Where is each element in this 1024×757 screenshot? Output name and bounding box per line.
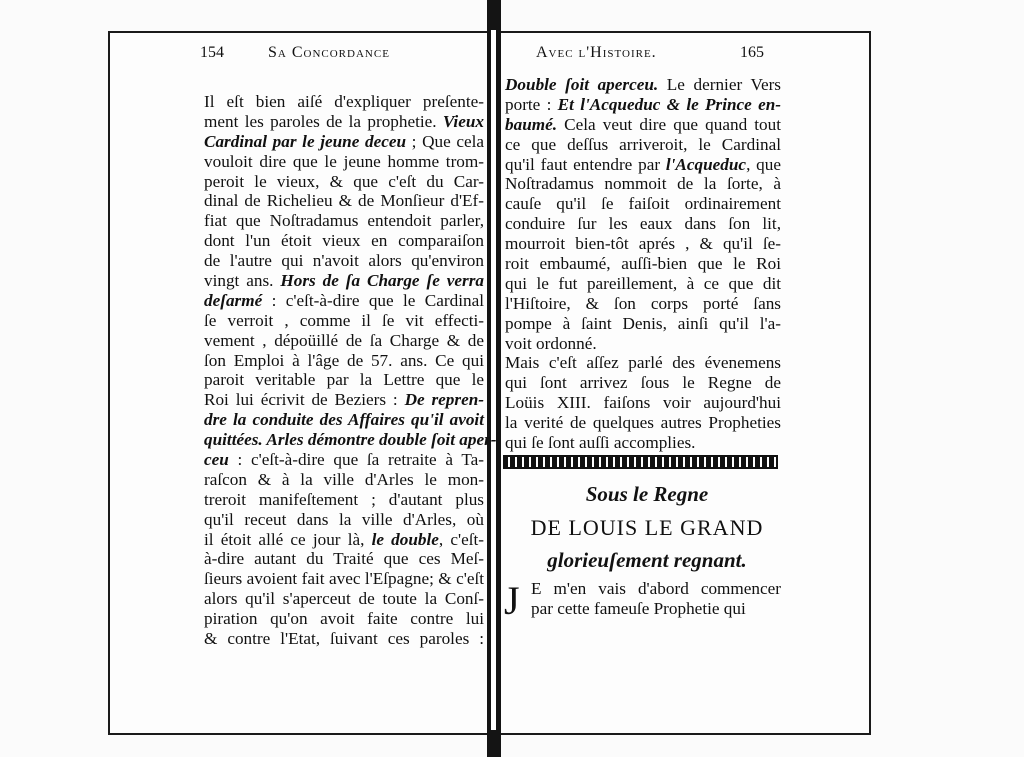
text-run: : c'eſt-à-dire que le Cardinal — [262, 290, 484, 310]
text-run: il étoit allé ce jour là, — [204, 529, 372, 549]
text-run: qu'il receut dans la ville d'Arles, où — [204, 509, 484, 529]
text-line — [204, 132, 484, 152]
text-line — [204, 490, 484, 510]
text-line — [505, 155, 781, 175]
text-run: qui ſont arrivez ſous le Regne de — [505, 373, 781, 393]
text-run: Le dernier Vers — [658, 75, 781, 94]
text-run: qui le fut pareillement, à ce que dit — [505, 273, 781, 293]
italic-text: Double ſoit aperceu. — [505, 75, 659, 94]
text-run: Mais c'eſt aſſez parlé des évenemens — [505, 353, 781, 373]
text-line — [204, 390, 484, 410]
text-run: dont l'un étoit vieux en comparaiſon — [204, 231, 484, 251]
text-line: E m'en vais d'abord commencer — [531, 579, 781, 598]
text-line — [505, 353, 781, 373]
text-run: fiat que Noſtradamus entendoit parler, — [204, 211, 484, 231]
text-line — [204, 510, 484, 530]
text-run: , que — [746, 154, 781, 174]
text-line — [505, 314, 781, 334]
text-line — [505, 254, 781, 274]
italic-text: ceu — [204, 450, 229, 470]
text-run: ſon Emploi à l'âge de 57. ans. Ce qui — [204, 350, 484, 370]
text-run: raſcon & à la ville d'Arles le mon- — [204, 469, 484, 489]
text-line — [204, 430, 497, 450]
text-line — [204, 291, 484, 311]
text-run: pompe à ſaint Denis, ainſi qu'il l'a- — [505, 313, 781, 333]
text-run: l'Hiſtoire, & ſon corps porté ſans — [505, 293, 781, 313]
text-run: : c'eſt-à-dire que ſa retraite à Ta- — [228, 450, 484, 470]
text-run: vouloit dire que le jeune homme trom- — [204, 151, 484, 171]
section-heading-line2: DE LOUIS LE GRAND — [530, 515, 764, 540]
text-run: qui ſe ſont auſſi accomplies. — [505, 433, 696, 453]
italic-text: Cardinal par le jeune deceu — [204, 131, 407, 151]
text-line — [204, 211, 484, 231]
left-page-body — [204, 92, 497, 649]
text-run: roit embaumé, auſſi-bien que le Roi — [505, 254, 781, 274]
text-run: qu'il faut entendre par — [505, 154, 666, 174]
text-run: piration qu'on avoit faite contre lui — [204, 609, 484, 629]
text-line — [204, 351, 484, 371]
text-line — [204, 569, 484, 589]
right-running-head: Avec l'Histoire. — [536, 44, 657, 61]
text-run: paroit veritable par la Lettre que le — [204, 370, 484, 390]
text-run: , c'eſt- — [438, 529, 484, 549]
text-line — [204, 152, 484, 172]
text-line — [505, 194, 781, 214]
text-line — [505, 135, 781, 155]
text-line: par cette fameuſe Prophetie qui — [531, 598, 746, 618]
right-page-body — [505, 75, 781, 453]
text-run: porte : — [505, 94, 558, 114]
text-line — [204, 331, 484, 351]
italic-text: dre la conduite des Affaires qu'il avoit — [204, 410, 484, 430]
text-line — [505, 393, 781, 413]
text-run: ſieurs avoient fait avec l'Eſpagne; & c'eſt — [204, 569, 484, 589]
text-line — [505, 413, 781, 433]
text-run: de l'autre qui n'avoit alors qu'environ — [204, 251, 484, 271]
italic-text: De repren- — [404, 390, 484, 410]
right-page-number: 165 — [740, 44, 764, 61]
text-line — [204, 549, 484, 569]
text-line — [505, 115, 781, 135]
text-line — [204, 191, 484, 211]
italic-text: deſarmé — [204, 290, 263, 310]
text-run: Roi lui écrivit de Beziers : — [204, 390, 405, 410]
text-run: voit ordonné. — [505, 333, 597, 353]
text-line — [505, 75, 781, 95]
text-line — [505, 234, 781, 254]
text-line — [505, 174, 781, 194]
text-run: & contre l'Etat, ſuivant ces paroles : — [204, 629, 484, 649]
text-run: treroit manifeſtement ; d'autant plus — [204, 489, 484, 509]
italic-text: quittées. Arles démontre double ſoit aper- — [204, 430, 497, 450]
text-line — [204, 92, 484, 112]
text-line — [204, 530, 484, 550]
text-run: ment les paroles de la prophetie. — [204, 111, 443, 131]
text-run: conduire ſur les eaux dans ſon lit, — [505, 214, 781, 234]
text-line — [204, 112, 484, 132]
text-run: vingt ans. — [204, 271, 281, 291]
text-run: Il eſt bien aiſé d'expliquer preſente- — [204, 92, 484, 111]
text-line — [204, 450, 484, 470]
text-line — [204, 609, 484, 629]
section-heading-line1: Sous le Regne — [585, 482, 709, 506]
text-run: ce que deſſus arriveroit, le Cardinal — [505, 134, 781, 154]
drop-cap-letter: J — [504, 578, 520, 623]
text-run: alors qu'il s'aperceut de toute la Conſ- — [204, 589, 484, 609]
gutter-gap — [491, 30, 496, 730]
text-line — [204, 251, 484, 271]
text-line — [204, 410, 484, 430]
italic-text: Et l'Acqueduc & le Prince en- — [557, 94, 781, 114]
text-line — [204, 370, 484, 390]
text-line — [505, 274, 781, 294]
text-line — [204, 172, 484, 192]
text-run: mourroit bien-tôt aprés , & qu'il ſe- — [505, 234, 781, 254]
text-line — [505, 294, 781, 314]
section-heading-line3: glorieuſement regnant. — [547, 548, 747, 572]
text-line — [505, 334, 781, 354]
text-run: vement , dépoüillé de ſa Charge & de — [204, 330, 484, 350]
text-line — [204, 589, 484, 609]
text-line — [505, 214, 781, 234]
right-page-after-heading — [531, 579, 781, 619]
ornamental-divider — [503, 455, 778, 469]
text-line — [505, 95, 781, 115]
text-run: la verité de quelques autres Propheties — [505, 413, 781, 433]
left-page-number: 154 — [200, 44, 224, 61]
italic-text: Hors de ſa Charge ſe verra — [280, 271, 484, 291]
text-line — [204, 470, 484, 490]
text-run: Noſtradamus nommoit de la ſorte, à — [505, 174, 781, 194]
text-run: à-dire autant du Traité que ces Meſ- — [204, 549, 484, 569]
italic-text: Vieux — [442, 111, 484, 131]
italic-text: l'Acqueduc — [665, 154, 747, 174]
text-run: Loüis XIII. faiſons voir aujourd'hui — [505, 393, 781, 413]
text-run: peroit le vieux, & que c'eſt du Car- — [204, 171, 484, 191]
text-run: cauſe qu'il ſe faiſoit ordinairement — [505, 194, 781, 214]
italic-text: baumé. — [505, 114, 558, 134]
text-run: ſe verroit , comme il ſe vit effecti- — [204, 310, 484, 330]
text-run: dinal de Richelieu & de Monſieur d'Ef- — [204, 191, 484, 211]
text-line — [505, 433, 781, 453]
text-line — [505, 373, 781, 393]
italic-text: le double — [371, 529, 439, 549]
text-line — [204, 629, 484, 649]
text-run: ; Que cela — [406, 131, 484, 151]
left-running-head: Sa Concordance — [268, 44, 390, 61]
text-run: Cela veut dire que quand tout — [557, 114, 781, 134]
text-line — [204, 231, 484, 251]
text-line — [204, 311, 484, 331]
text-line — [204, 271, 484, 291]
